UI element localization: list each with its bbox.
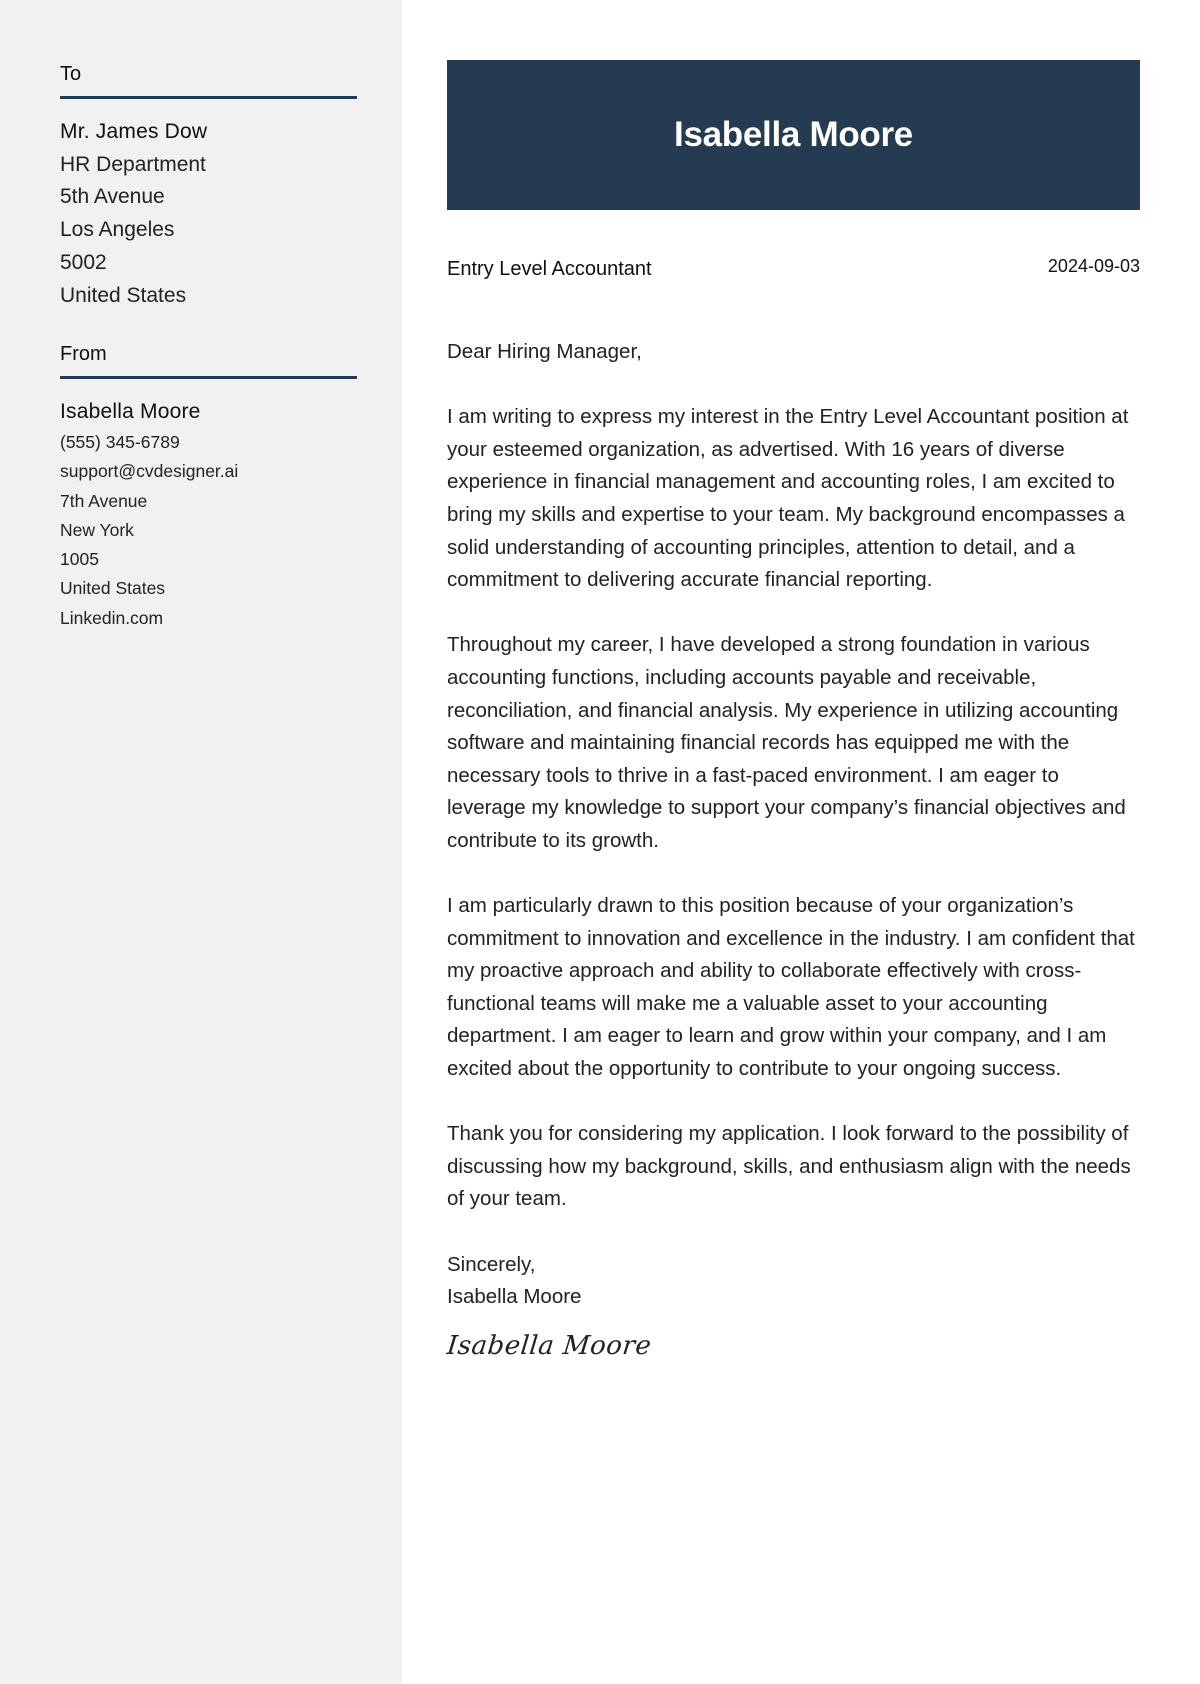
sender-postal-code: 1005 [60,549,99,570]
sender-phone: (555) 345-6789 [60,432,180,452]
sender-street: 7th Avenue [60,490,148,511]
sender-section [60,342,357,633]
recipient-postal-code: 5002 [60,250,107,274]
signature: Isabella Moore [445,1330,653,1361]
closing-name: Isabella Moore [447,1285,582,1309]
recipient-name: Mr. James Dow [60,120,208,143]
recipient-details [60,116,357,312]
letter-body [447,336,1140,1362]
banner-name: Isabella Moore [674,115,913,154]
sender-country: United States [60,578,166,599]
recipient-country: United States [60,283,187,307]
sender-details [60,428,357,633]
recipient-section [60,62,357,312]
paragraph: Thank you for considering my application. I look forward to the possibility of discussing how my background, skills, and enthusiasm align with the needs of your team. [447,1122,1131,1211]
salutation: Dear Hiring Manager, [447,340,642,363]
recipient-street: 5th Avenue [60,185,165,209]
paragraph: I am writing to express my interest in the Entry Level Accountant position at your esteemed organization, as advertised. With 16 years of diverse experience in financial management and accounting roles, I am excited to bring my skills and expertise to your team. My background encompasses a solid understanding of accounting principles, attention to detail, and a commitment to delivering accurate financial reporting. [447,405,1129,592]
letter-date: 2024-09-03 [1047,256,1140,276]
sender-linkedin: Linkedin.com [60,607,164,628]
paragraph: I am particularly drawn to this position because of your organization’s commitment to innovation and excellence in the industry. I am confident that my proactive approach and ability to collaborate effectively with cross-functional teams will make me a valuable asset to your accounting department. I am eager to learn and grow within your company, and I am excited about the opportunity to contribute to your ongoing success. [447,894,1135,1081]
sender-city: New York [60,519,134,540]
closing-block [447,1249,1140,1314]
job-title: Entry Level Accountant [447,258,652,280]
recipient-heading: To [60,62,357,99]
letter-meta [447,258,1140,288]
recipient-department: HR Department [60,152,206,176]
letter-main [447,60,1140,1362]
closing: Sincerely, [447,1252,536,1276]
sender-email: support@cvdesigner.ai [60,461,239,482]
sidebar [0,0,402,1684]
sender-name: Isabella Moore [60,400,201,423]
name-banner [447,60,1140,210]
paragraph: Throughout my career, I have developed a strong foundation in various accounting functions, including accounts payable and receivable, reconciliation, and financial analysis. My experience in utilizing accounting software and maintaining financial records has equipped me with the necessary tools to thrive in a fast-paced environment. I am eager to leverage my knowledge to support your company’s financial objectives and contribute to its growth. [447,633,1126,852]
recipient-city: Los Angeles [60,218,175,242]
sender-heading: From [60,342,357,379]
